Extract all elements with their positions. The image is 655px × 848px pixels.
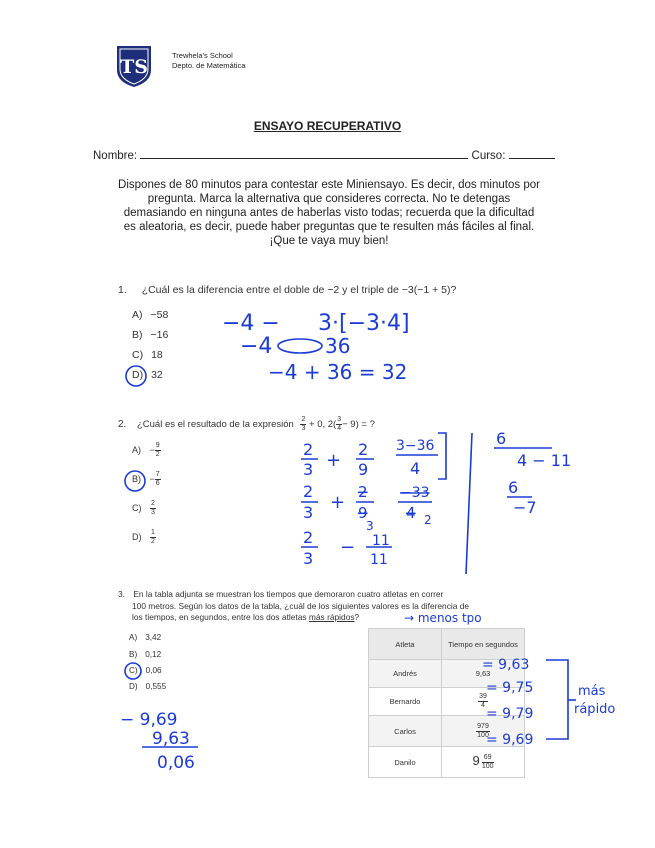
question-text: En la tabla adjunta se muestran los tiempos que demoraron cuatro atletas en correr (133, 589, 444, 599)
time-den: 100 (477, 731, 489, 739)
hw-q2: 11 (370, 552, 388, 568)
question-number: 2. (118, 419, 127, 431)
expr-mid: + 0, 2( (309, 419, 337, 431)
hw-q2-side: −7 (513, 498, 537, 517)
hw-q3-sub: 0,06 (157, 753, 195, 773)
option-value: 0,12 (145, 650, 162, 659)
instructions-line: ¡Que te vaya muy bien! (269, 235, 389, 247)
expr-den: 3 (301, 425, 306, 432)
option-letter: B) (132, 473, 141, 484)
course-label: Curso: (471, 150, 506, 162)
hw-q3-note: → menos tpo (404, 611, 482, 625)
hw-q2: 3 (366, 519, 374, 533)
header-time: Tiempo en segundos (442, 629, 525, 660)
instructions-line: demasiando en ninguna antes de haberlas visto todas; recuerda que la dificultad (123, 207, 535, 219)
department-name: Depto. de Matemática (172, 61, 246, 70)
answer-circle (125, 471, 145, 491)
hw-q2: + (330, 492, 346, 513)
hw-q3-value: = 9,63 (482, 657, 530, 673)
hw-q1: −4 + 36 = 32 (268, 360, 408, 384)
option-letter: C) (132, 502, 142, 513)
option-den: 2 (151, 538, 155, 545)
hw-q2: 9 (358, 460, 369, 479)
option-value: 0,555 (145, 682, 167, 691)
question-text: ¿Cuál es la diferencia entre el doble de −2 y el triple de −3(−1 + 5)? (141, 284, 457, 296)
option-sign: − (149, 444, 155, 455)
option-letter: D) (132, 531, 142, 542)
hw-q2: 2 (358, 440, 369, 459)
logo-lettering: TS (120, 56, 148, 78)
hw-q2: 11 (372, 533, 390, 549)
hw-q3-sub: − 9,69 (120, 710, 178, 730)
option-letter: A) (132, 309, 143, 321)
option-letter: C) (129, 666, 138, 675)
hw-q3-note: rápido (574, 702, 616, 717)
question-text: 100 metros. Según los datos de la tabla, ¿cuál de los siguientes valores es la diferencia de (132, 600, 470, 611)
question-number: 3. (118, 589, 125, 599)
option-letter: B) (129, 650, 138, 659)
hw-q3-sub: 9,63 (152, 729, 190, 749)
hw-q3-value: = 9,75 (486, 680, 534, 696)
hw-q2: 3 (303, 460, 314, 479)
hw-q2: 2 (303, 482, 314, 501)
hw-q2: 9 (358, 504, 368, 522)
expr-end: − 9) = ? (342, 419, 375, 431)
option-letter: A) (132, 444, 141, 455)
instructions-line: pregunta. Marca la alternativa que consideres correcta. No te detengas (147, 193, 511, 205)
expr-num: 3 (337, 416, 342, 423)
time-den: 100 (481, 763, 494, 771)
divider-line (466, 433, 472, 574)
instructions-line: es aleatoria, es decir, puede haber preguntas que te resulten más fáciles al final. (123, 221, 535, 233)
option-value: −58 (150, 309, 169, 321)
time-whole: 9 (472, 752, 480, 768)
name-label: Nombre: (93, 150, 138, 162)
option-num: 9 (155, 442, 160, 449)
hw-q3-value: = 9,79 (486, 706, 534, 722)
option-value: 0,06 (145, 666, 162, 675)
option-num: 2 (151, 500, 155, 507)
hw-q2-side: 6 (508, 478, 519, 497)
bracket (438, 433, 446, 479)
bracket (546, 660, 568, 739)
option-letter: D) (132, 369, 144, 381)
hw-q1: −4 (240, 334, 273, 359)
hw-q2: 4 (410, 459, 421, 478)
question-text: los tiempos, en segundos, entre los dos atletas (132, 612, 307, 622)
option-num: 7 (155, 471, 160, 478)
hw-q2: 3 (303, 549, 314, 568)
hw-q1: 36 (325, 334, 351, 358)
hw-q1: −4 − (222, 311, 280, 336)
option-value: 3,42 (145, 633, 162, 642)
option-den: 3 (151, 509, 155, 516)
athlete-name: Carlos (369, 716, 442, 747)
hw-q1: 3·[−3·4] (318, 311, 410, 336)
header-athlete: Atleta (369, 629, 442, 660)
option-den: 2 (155, 451, 160, 458)
question-text: ¿Cuál es el resultado de la expresión (136, 419, 294, 431)
hw-q2-side: 4 − 11 (517, 451, 572, 470)
question-end: ? (354, 612, 360, 622)
hw-q2: 4 (406, 504, 416, 522)
instructions-line: Dispones de 80 minutos para contestar este Miniensayo. Es decir, dos minutos por (118, 179, 540, 191)
option-num: 1 (151, 529, 155, 536)
athlete-time: 9,63 (442, 660, 525, 688)
time-num: 979 (477, 722, 489, 730)
option-value: 18 (151, 349, 163, 361)
time-num: 69 (483, 754, 492, 762)
option-value: −16 (150, 329, 169, 341)
hw-q2: − (340, 537, 356, 558)
option-value: 32 (151, 369, 163, 381)
option-sign: − (149, 473, 155, 484)
athlete-name: Bernardo (369, 688, 442, 716)
time-num: 39 (479, 693, 487, 700)
option-letter: D) (129, 682, 138, 691)
hw-q3-note: más (578, 684, 606, 699)
option-letter: C) (132, 349, 144, 361)
hw-q2: 2 (303, 440, 314, 459)
athlete-name: Andrés (369, 660, 442, 688)
option-letter: A) (129, 633, 138, 642)
expr-num: 2 (301, 416, 306, 423)
hw-q2: 2 (303, 528, 314, 547)
scribble-ellipse (278, 339, 322, 353)
hw-q2-side: 6 (496, 429, 507, 448)
hw-q2: 3−36 (396, 438, 435, 454)
hw-q2: 2 (424, 513, 432, 527)
answer-circle (126, 366, 146, 386)
school-name: Trewhela's School (172, 51, 233, 60)
hw-q2: 2 (358, 483, 368, 501)
option-den: 6 (155, 480, 160, 487)
answer-circle (125, 663, 141, 679)
time-den: 4 (481, 702, 485, 709)
option-letter: B) (132, 329, 143, 341)
question-number: 1. (118, 284, 127, 296)
hw-q2: + (326, 450, 342, 471)
question-emphasis: más rápidos (308, 612, 355, 622)
hw-q2: −33 (400, 485, 430, 501)
hw-q3-value: = 9,69 (486, 732, 534, 748)
hw-q2: 3 (303, 503, 314, 522)
athlete-name: Danilo (369, 747, 442, 778)
expr-den: 4 (337, 425, 342, 432)
page-title: ENSAYO RECUPERATIVO (253, 119, 402, 133)
